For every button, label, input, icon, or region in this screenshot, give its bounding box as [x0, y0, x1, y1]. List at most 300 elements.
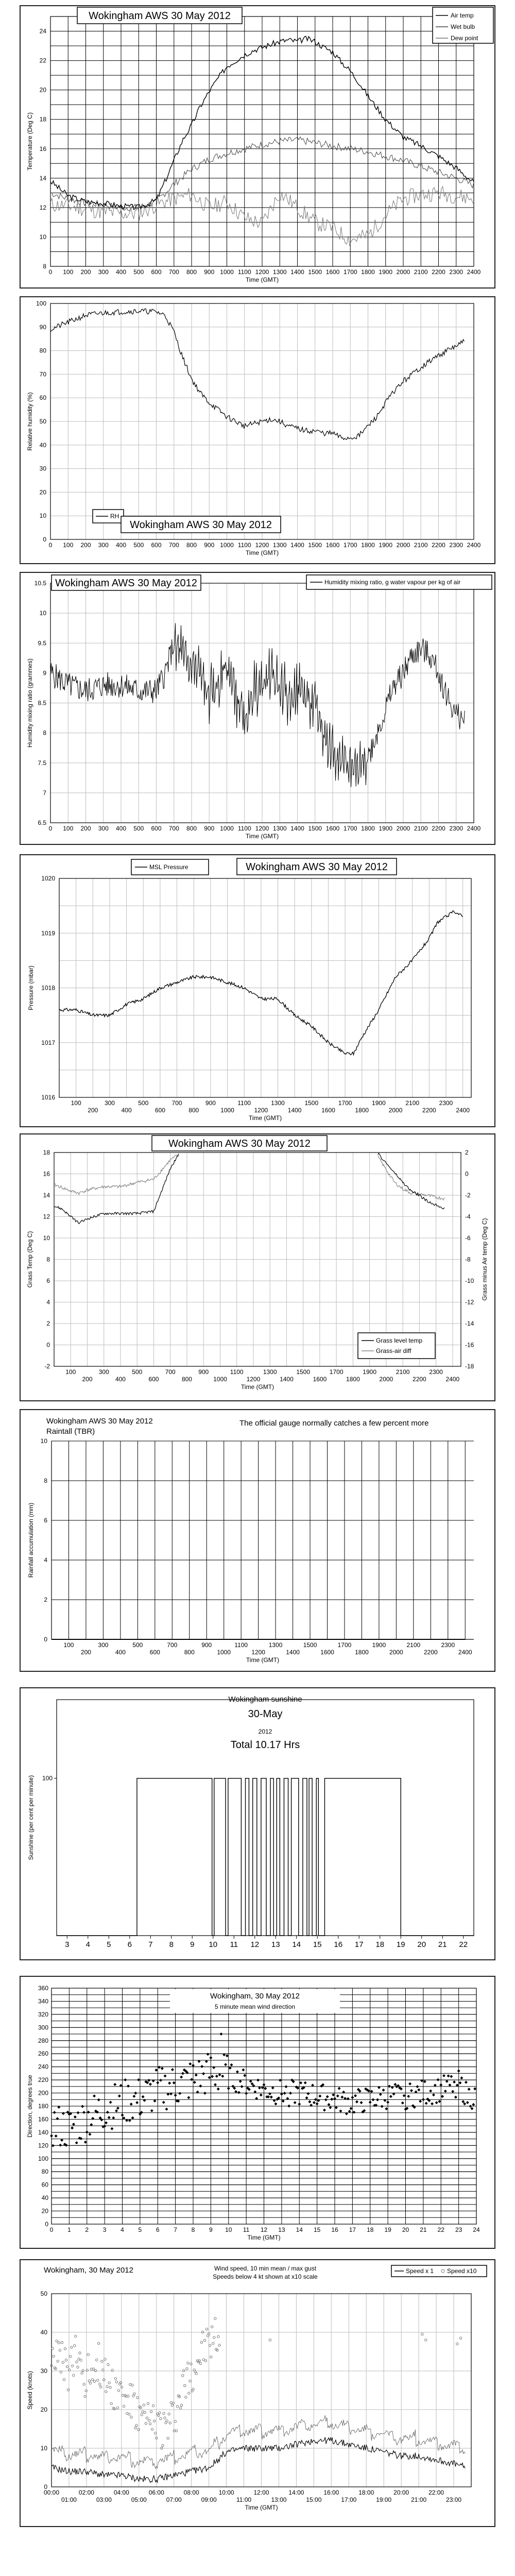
series-gust [52, 2415, 465, 2468]
x-tick-label: 700 [165, 1368, 176, 1376]
x-tick-label: 3 [65, 1940, 70, 1949]
y-tick-label: 300 [38, 2024, 48, 2031]
speed-x10-point [91, 2379, 93, 2381]
x-tick-label: 800 [186, 541, 197, 549]
gridlines [52, 2294, 471, 2487]
x-tick-label: 10 [209, 1940, 218, 1949]
x-tick-label: 1700 [337, 1641, 352, 1649]
x-tick-label: 200 [80, 541, 91, 549]
direction-point [330, 2098, 333, 2101]
y-tick-label: 1017 [41, 1039, 55, 1046]
direction-point [77, 2111, 80, 2114]
speed-x10-point [117, 2389, 119, 2392]
x-tick-label: 200 [80, 825, 91, 832]
temperature-chart-svg [21, 6, 494, 287]
speed-x10-point [210, 2356, 212, 2358]
direction-point [162, 2101, 165, 2104]
x-tick-label: 1800 [361, 268, 375, 276]
direction-point [386, 2100, 389, 2104]
x-tick-label: 600 [151, 268, 162, 276]
sunshine-interval [253, 1778, 257, 1936]
x-tick-label: 300 [98, 268, 109, 276]
y-tick-label: 18 [43, 1149, 50, 1156]
x-tick-label: 400 [121, 1107, 132, 1114]
speed-x10-point [74, 2345, 76, 2347]
direction-point [432, 2093, 435, 2096]
speed-x10-point [64, 2348, 66, 2350]
direction-point [294, 2101, 297, 2104]
direction-point [215, 2075, 218, 2078]
direction-point [332, 2093, 335, 2096]
sunshine-interval [324, 1778, 401, 1936]
direction-point [195, 2074, 198, 2077]
y-tick-label: 14 [43, 1192, 50, 1199]
x-tick-label: 200 [80, 268, 91, 276]
direction-point [258, 2087, 261, 2090]
x-tick-label: 800 [186, 268, 197, 276]
x-tick-label: 0 [48, 268, 53, 276]
speed-x10-point [68, 2369, 70, 2371]
speed-x10-point [72, 2365, 74, 2367]
direction-point [279, 2079, 282, 2082]
x-tick-label: 500 [133, 825, 144, 832]
speed-x10-point [134, 2427, 136, 2429]
speed-x10-point [169, 2422, 171, 2424]
direction-point [355, 2100, 358, 2104]
speed-x10-point [185, 2396, 187, 2398]
speed-x10-point [179, 2407, 181, 2409]
x-tick-label: 2300 [449, 825, 464, 832]
speed-x10-point [110, 2402, 112, 2404]
y-tick-label: 10 [40, 2445, 47, 2452]
direction-point [149, 2083, 152, 2086]
x-tick-label: 01:00 [61, 2496, 77, 2503]
direction-point [314, 2098, 317, 2101]
series-grass-air-diff [378, 1156, 444, 1200]
y-tick-label: 20 [39, 488, 46, 496]
x-tick-label: 8 [191, 2226, 195, 2233]
direction-point [56, 2117, 59, 2120]
speed-x10-point [77, 2366, 79, 2368]
y-tick-label: 40 [40, 2329, 47, 2336]
x-tick-label: 20:00 [393, 2489, 409, 2496]
speed-x10-point [163, 2412, 165, 2414]
x-tick-label: 2100 [406, 1641, 421, 1649]
x-tick-label: 1000 [220, 268, 234, 276]
speed-x10-point [211, 2326, 213, 2328]
speed-x10-point [85, 2389, 87, 2392]
x-tick-label: 6 [127, 1940, 132, 1949]
gridlines [50, 583, 474, 823]
x-tick-label: 1500 [303, 1641, 317, 1649]
direction-point [260, 2093, 263, 2096]
y-tick-label: 240 [38, 2063, 48, 2071]
x-tick-label: 1600 [313, 1376, 327, 1383]
y-tick-label: 10.5 [34, 580, 46, 587]
x-tick-label: 1100 [230, 1368, 244, 1376]
direction-point [401, 2102, 404, 2105]
x-tick-label: 03:00 [96, 2496, 112, 2503]
x-tick-label: 0 [48, 541, 53, 549]
chart-title: Wokingham, 30 May 2012 [210, 1992, 300, 2001]
x-tick-label: 1600 [320, 1649, 334, 1656]
legend-entry: RH [110, 513, 119, 520]
x-tick-label: 500 [133, 541, 144, 549]
x-tick-label: 700 [167, 1641, 178, 1649]
x-tick-label: 1 [67, 2226, 71, 2233]
direction-point [209, 2056, 212, 2059]
direction-point [106, 2111, 109, 2114]
y-axis-label: Speed (knots) [26, 2371, 33, 2410]
x-tick-label: 100 [71, 1099, 81, 1107]
y-tick-label: 7.5 [38, 759, 46, 767]
speed-x10-point [60, 2371, 62, 2373]
speed-x10-point [188, 2392, 190, 2394]
x-tick-label: 2300 [441, 1641, 455, 1649]
x-tick-label: 11 [230, 1940, 238, 1949]
sunshine-interval [270, 1778, 273, 1936]
y-tick-label: 180 [38, 2103, 48, 2110]
legend-entry: Dew point [451, 35, 478, 42]
humidity-chart-svg [21, 297, 494, 563]
y-tick-label: 50 [40, 2290, 47, 2297]
x-tick-label: 1900 [372, 1099, 386, 1107]
x-tick-label: 22 [437, 2226, 444, 2233]
gridlines [52, 1441, 474, 1639]
y-tick-label: -18 [465, 1363, 474, 1370]
direction-point [230, 2063, 233, 2066]
direction-point [444, 2090, 447, 2093]
direction-point [271, 2086, 274, 2089]
x-tick-label: 1800 [355, 1107, 369, 1114]
y-tick-label: 0 [45, 2221, 48, 2228]
legend-entry: Grass level temp [376, 1337, 423, 1344]
y-tick-label: -2 [44, 1363, 50, 1370]
speed-x10-point [65, 2359, 67, 2361]
x-tick-label: 2100 [414, 268, 428, 276]
direction-point [212, 2066, 215, 2069]
x-tick-label: 600 [149, 1649, 160, 1656]
x-tick-label: 2000 [396, 541, 410, 549]
direction-point [208, 2076, 211, 2079]
x-tick-label: 1800 [355, 1649, 369, 1656]
x-tick-label: 2100 [414, 541, 428, 549]
direction-point [178, 2092, 181, 2095]
direction-point [234, 2090, 237, 2093]
x-tick-label: 18:00 [358, 2489, 374, 2496]
x-tick-label: 7 [174, 2226, 177, 2233]
y-tick-label: 16 [39, 145, 46, 152]
speed-x10-point [176, 2405, 178, 2408]
speed-x10-point [62, 2361, 64, 2363]
speed-x10-point [166, 2420, 168, 2422]
humidity-chart [20, 296, 495, 564]
speed-x10-point [141, 2414, 143, 2416]
series-speed-x1 [52, 2437, 465, 2483]
x-tick-label: 100 [63, 541, 74, 549]
x-tick-label: 2400 [467, 541, 481, 549]
grass-temp-chart [20, 1133, 495, 1401]
direction-point [403, 2094, 406, 2097]
direction-point [454, 2096, 457, 2099]
direction-point [473, 2087, 476, 2090]
x-tick-label: 19 [384, 2226, 391, 2233]
chart-subtitle: 5 minute mean wind direction [214, 2003, 296, 2010]
sunshine-interval [261, 1778, 266, 1936]
x-tick-label: 400 [115, 825, 127, 832]
speed-x10-point [95, 2359, 97, 2361]
x-tick-label: 700 [171, 1099, 182, 1107]
speed-x10-point [138, 2429, 140, 2431]
direction-point [407, 2095, 410, 2098]
x-tick-label: 700 [168, 825, 179, 832]
direction-point [62, 2112, 65, 2115]
direction-point [352, 2111, 355, 2114]
x-tick-label: 1300 [263, 1368, 277, 1376]
x-tick-label: 2200 [413, 1376, 426, 1383]
direction-point [369, 2100, 372, 2104]
direction-point [448, 2083, 451, 2087]
direction-point [110, 2127, 113, 2130]
x-tick-label: 21 [420, 2226, 427, 2233]
y-tick-label: 4 [46, 1298, 50, 1306]
speed-x10-point [97, 2342, 99, 2344]
x-tick-label: 1900 [372, 1641, 386, 1649]
direction-point [335, 2106, 338, 2109]
x-tick-label: 1200 [255, 825, 269, 832]
x-tick-label: 1800 [361, 541, 375, 549]
x-tick-label: 1500 [308, 541, 322, 549]
direction-point [202, 2072, 205, 2075]
direction-point [132, 2095, 135, 2098]
x-tick-label: 1900 [379, 825, 393, 832]
y-tick-label: -6 [465, 1234, 471, 1242]
x-tick-label: 600 [151, 825, 162, 832]
speed-x10-point [100, 2386, 102, 2388]
direction-point [237, 2091, 241, 2094]
chart-title: Wokingham AWS 30 May 2012 [89, 10, 231, 22]
direction-point [97, 2098, 100, 2102]
direction-point [158, 2066, 161, 2069]
x-tick-label: 14 [296, 2226, 303, 2233]
direction-point [226, 2054, 229, 2057]
x-tick-label: 300 [98, 1368, 109, 1376]
y-tick-label: 0 [43, 536, 46, 543]
speed-x10-point [56, 2340, 58, 2342]
x-tick-label: 17 [349, 2226, 356, 2233]
speed-x10-point [143, 2404, 145, 2406]
direction-point [336, 2094, 339, 2097]
x-tick-label: 5 [138, 2226, 142, 2233]
y-axis-label: Temperature (Deg C) [26, 112, 33, 171]
x-tick-label: 3 [102, 2226, 107, 2233]
x-tick-label: 16:00 [323, 2489, 339, 2496]
direction-point [283, 2092, 286, 2095]
x-tick-label: 1900 [379, 268, 393, 276]
direction-point [154, 2069, 158, 2072]
speed-x10-point [130, 2416, 132, 2418]
speed-x10-point [133, 2393, 135, 2395]
direction-point [214, 2083, 217, 2086]
x-tick-label: 2200 [422, 1107, 436, 1114]
x-tick-label: 5 [107, 1940, 111, 1949]
direction-point [468, 2088, 471, 2091]
direction-point [316, 2103, 319, 2106]
direction-point [381, 2105, 384, 2108]
speed-x10-point [192, 2388, 194, 2390]
speed-x10-point [269, 2339, 271, 2341]
direction-point [82, 2111, 85, 2114]
direction-point [383, 2099, 386, 2102]
x-tick-label: 2200 [432, 825, 445, 832]
speed-x10-point [135, 2424, 138, 2426]
gridlines [50, 16, 474, 266]
chart-title: Wokingham AWS 30 May 2012 [55, 578, 197, 589]
x-tick-label: 0 [48, 825, 53, 832]
x-tick-label: 6 [156, 2226, 160, 2233]
direction-point [460, 2076, 463, 2079]
sunshine-interval [284, 1778, 288, 1936]
series-mixing-ratio [50, 623, 465, 787]
speed-x10-point [89, 2382, 91, 2384]
x-tick-label: 22 [459, 1940, 468, 1949]
direction-point [55, 2134, 58, 2138]
x-tick-label: 800 [188, 1107, 199, 1114]
y-tick-label: 60 [41, 2181, 48, 2189]
speed-x10-points [50, 2317, 462, 2449]
x-tick-label: 600 [148, 1376, 159, 1383]
y-tick-label: 0 [44, 2483, 47, 2490]
x-tick-label: 1400 [287, 1107, 302, 1114]
rainfall-chart [20, 1409, 495, 1672]
x-tick-label: 1300 [268, 1641, 283, 1649]
direction-point [171, 2068, 174, 2071]
direction-point [192, 2064, 195, 2067]
speed-x10-point [199, 2362, 201, 2364]
speed-x10-point [187, 2362, 189, 2364]
x-tick-label: 1500 [308, 825, 322, 832]
direction-point [115, 2109, 118, 2112]
x-tick-label: 08:00 [183, 2489, 199, 2496]
y-tick-label: 60 [39, 394, 46, 402]
y-tick-label: 100 [38, 2155, 48, 2162]
speed-x10-point [79, 2352, 81, 2354]
direction-point [188, 2062, 192, 2065]
x-tick-label: 2000 [396, 825, 410, 832]
direction-point [270, 2095, 273, 2098]
x-tick-label: 10:00 [218, 2489, 234, 2496]
x-tick-label: 17:00 [341, 2496, 357, 2503]
direction-point [199, 2084, 202, 2088]
series-sunshine [57, 1778, 474, 1936]
y-tick-label: -10 [465, 1277, 474, 1284]
x-tick-label: 900 [201, 1641, 212, 1649]
y-tick-label: 320 [38, 2010, 48, 2018]
x-tick-label: 4 [85, 1940, 90, 1949]
direction-point [354, 2094, 357, 2097]
direction-point [422, 2098, 425, 2101]
direction-point [190, 2078, 193, 2081]
direction-point [72, 2123, 75, 2126]
speed-x10-point [186, 2367, 188, 2369]
speed-x10-point [190, 2363, 192, 2365]
x-tick-label: 23:00 [446, 2496, 462, 2503]
y-tick-label: 1018 [41, 984, 55, 992]
y-axis-label: Rainfall accumulation (mm) [27, 1502, 35, 1578]
y-tick-label: 10 [40, 1437, 47, 1445]
x-axis-label: Time (GMT) [246, 1656, 280, 1664]
y-tick-label: 8 [43, 263, 46, 270]
y-tick-label: 200 [38, 2089, 48, 2097]
y-tick-label: -2 [465, 1192, 471, 1199]
speed-x10-point [128, 2413, 130, 2415]
speed-x10-point [80, 2359, 82, 2361]
direction-point [174, 2094, 177, 2097]
temperature-chart [20, 5, 495, 289]
y-tick-label: 16 [43, 1170, 50, 1178]
x-tick-label: 1100 [237, 1099, 251, 1107]
speed-x10-point [174, 2420, 176, 2422]
speed-x10-point [184, 2384, 186, 2386]
y-tick-label: 40 [41, 2194, 48, 2202]
speed-x10-point [88, 2380, 90, 2382]
x-tick-label: 900 [204, 825, 215, 832]
x-tick-label: 8 [169, 1940, 174, 1949]
speed-x10-point [200, 2341, 202, 2343]
y-tick-label: -16 [465, 1341, 474, 1349]
x-tick-label: 9 [190, 1940, 195, 1949]
direction-point [180, 2075, 183, 2078]
direction-point [236, 2070, 239, 2073]
y-tick-label: 9 [43, 669, 46, 677]
direction-point [417, 2088, 420, 2091]
y-tick-label: 18 [39, 115, 46, 123]
speed-x10-point [93, 2380, 95, 2382]
chart-title: Wokingham AWS 30 May 2012 [130, 519, 272, 531]
y-tick-label: 8.5 [38, 699, 46, 707]
x-tick-label: 1200 [246, 1376, 261, 1383]
y-tick-label: 140 [38, 2128, 48, 2136]
x-tick-label: 21 [438, 1940, 447, 1949]
x-tick-label: 2300 [429, 1368, 443, 1376]
x-tick-label: 2300 [439, 1099, 453, 1107]
x-tick-label: 2200 [423, 1649, 438, 1656]
speed-x10-point [164, 2417, 166, 2419]
y-tick-label: -12 [465, 1298, 474, 1306]
direction-point [306, 2092, 310, 2095]
x-tick-label: 11:00 [236, 2496, 252, 2503]
chart-title: Wokingham sunshine [228, 1695, 302, 1704]
direction-point [416, 2085, 419, 2088]
x-tick-label: 2100 [396, 1368, 410, 1376]
y-tick-label: 80 [41, 2168, 48, 2176]
speed-x10-point [203, 2339, 205, 2341]
x-tick-label: 22:00 [428, 2489, 444, 2496]
y-tick-label: 22 [39, 57, 46, 64]
x-tick-label: 1500 [296, 1368, 311, 1376]
x-tick-label: 1900 [379, 541, 393, 549]
direction-point [118, 2094, 121, 2097]
direction-point [379, 2093, 382, 2096]
y-tick-label: 40 [39, 441, 46, 449]
x-tick-label: 1600 [325, 541, 340, 549]
direction-point [419, 2100, 422, 2103]
speed-x10-point [94, 2369, 96, 2371]
y-tick-label: 100 [36, 300, 46, 307]
direction-point [134, 2092, 137, 2095]
direction-point [112, 2116, 115, 2120]
x-tick-label: 04:00 [113, 2489, 129, 2496]
